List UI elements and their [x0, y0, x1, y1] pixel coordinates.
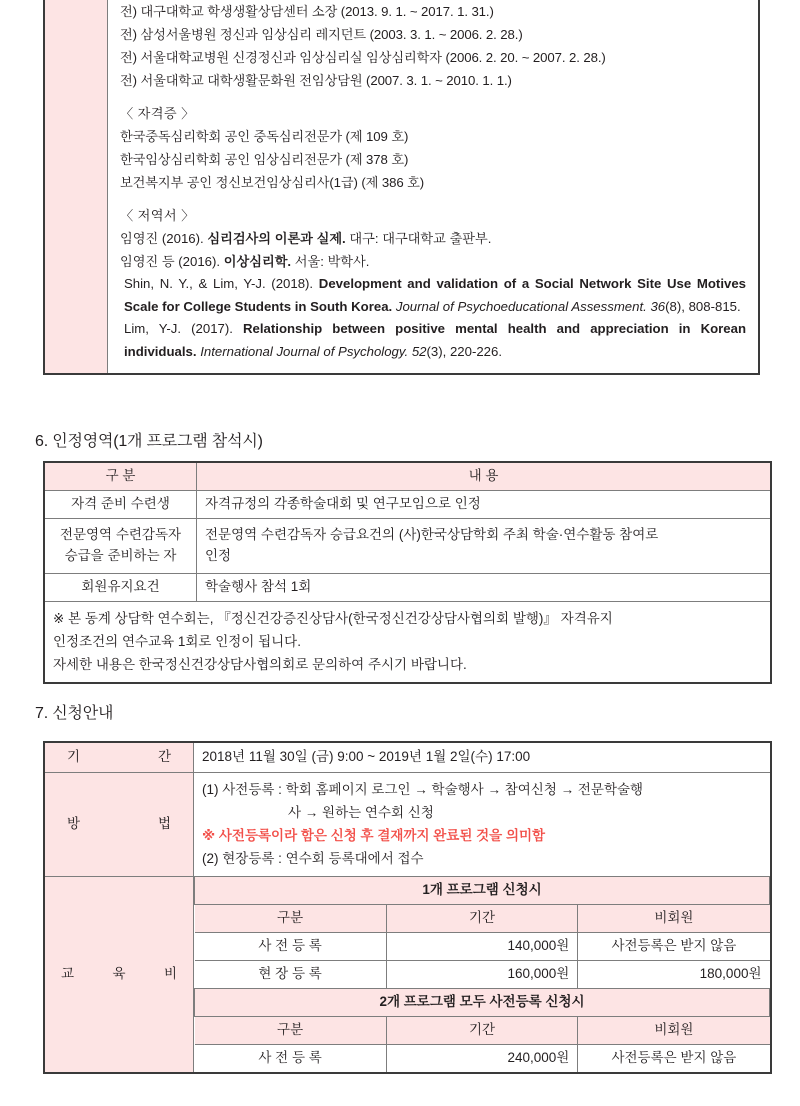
pub-pages: (8), 808-815.	[665, 298, 741, 314]
career-line: 전) 삼성서울병원 정신과 임상심리 레지던트 (2003. 3. 1. ~ 2006. 2. 28.)	[120, 27, 523, 42]
license-line: 한국중독심리학회 공인 중독심리전문가 (제 109 호)	[120, 129, 409, 144]
publication-en	[120, 273, 746, 318]
fee-data-row	[195, 1045, 770, 1073]
pub-author: 임영진 (2016).	[120, 231, 208, 246]
pub-title: 심리검사의 이론과 실제.	[207, 231, 346, 246]
fee-banner-row	[195, 989, 770, 1017]
table-note-row	[44, 602, 771, 684]
period-label-a: 기	[67, 749, 81, 765]
publication-ko	[120, 227, 746, 250]
fee-header-gubun: 구분	[195, 905, 387, 933]
pub-author: 임영진 등 (2016).	[120, 254, 224, 269]
row-label-line2: 승급을 준비하는 자	[64, 548, 177, 563]
fee-type: 현 장 등 록	[195, 961, 387, 989]
row-content: 자격규정의 각종학술대회 및 연구모임으로 인정	[197, 491, 772, 519]
pub-journal: International Journal of Psychology. 52	[200, 343, 427, 359]
table-row	[44, 491, 771, 519]
spacer	[120, 194, 746, 204]
fee-nonmember-price: 사전등록은 받지 않음	[578, 933, 770, 961]
pub-rest: 대구: 대구대학교 출판부.	[345, 231, 492, 246]
fee-header-nonmember: 비회원	[578, 1017, 770, 1045]
method-line: 사 → 원하는 연수회 신청	[288, 805, 434, 820]
fee-label-b: 육	[112, 966, 126, 982]
method-label-a: 방	[67, 816, 81, 832]
license-line: 보건복지부 공인 정신보건임상심리사(1급) (제 386 호)	[120, 175, 425, 190]
fee-type: 사 전 등 록	[195, 1045, 387, 1073]
pub-authors: Shin, N. Y., & Lim, Y-J. (2018).	[124, 276, 319, 291]
publication-en	[120, 318, 746, 363]
publication-ko	[120, 250, 746, 273]
fee-data-row	[195, 961, 770, 989]
fee-header-gigan: 기간	[386, 905, 578, 933]
fee-row	[44, 877, 771, 1074]
license-heading: 〈 자격증 〉	[120, 106, 195, 121]
fee-label-c: 비	[163, 966, 177, 982]
cv-continuation-table	[43, 0, 760, 375]
method-row	[44, 773, 771, 877]
fee-label-a: 교	[61, 966, 75, 982]
method-line: (1) 사전등록 : 학회 홈페이지 로그인 → 학술행사 → 참여신청 → 전문학술행	[202, 782, 644, 797]
period-label	[44, 742, 194, 773]
note-line: 자세한 내용은 한국정신건강상담사협의회로 문의하여 주시기 바랍니다.	[53, 657, 467, 672]
recognition-note	[44, 602, 771, 684]
spacer	[120, 92, 746, 102]
method-line: (2) 현장등록 : 연수회 등록대에서 접수	[202, 851, 424, 866]
fee-header-nonmember: 비회원	[578, 905, 770, 933]
pub-title: 이상심리학.	[223, 254, 292, 269]
header-naeyong: 내 용	[197, 462, 772, 491]
career-line: 전) 대구대학교 학생생활상담센터 소장 (2013. 9. 1. ~ 2017. 1. 31.)	[120, 4, 494, 19]
fee-nonmember-price: 사전등록은 받지 않음	[578, 1045, 770, 1073]
pub-rest: 서울: 박학사.	[291, 254, 370, 269]
note-line: ※ 본 동계 상담학 연수회는, 『정신건강증진상담사(한국정신건강상담사협의회 발행)』 자격유지	[53, 611, 613, 626]
fee-banner: 2개 프로그램 모두 사전등록 신청시	[195, 989, 770, 1017]
pub-journal: Journal of Psychoeducational Assessment. 36	[395, 298, 666, 314]
fee-period-price: 160,000원	[386, 961, 578, 989]
table-row	[44, 574, 771, 602]
row-content: 학술행사 참석 1회	[197, 574, 772, 602]
recognition-area-table	[43, 461, 772, 684]
table-header-row	[44, 462, 771, 491]
pub-title: Development and validation of a Social Network Site Use Motives Scale for College Students in South Korea.	[124, 276, 746, 314]
pub-title: Relationship between positive mental health and appreciation in Korean individuals.	[124, 321, 746, 359]
method-warning: ※ 사전등록이라 함은 신청 후 결재까지 완료된 것을 의미함	[202, 828, 546, 843]
period-label-b: 간	[157, 749, 171, 765]
cv-left-empty-cell	[44, 0, 108, 374]
row-content-line1: 전문영역 수련감독자 승급요건의 (사)한국상담학회 주최 학술·연수활동 참여로	[205, 527, 659, 543]
fee-tables-cell	[194, 877, 772, 1074]
fee-header-row	[195, 1017, 770, 1045]
row-content	[197, 519, 772, 574]
period-row	[44, 742, 771, 773]
fee-data-row	[195, 933, 770, 961]
row-label	[44, 519, 197, 574]
application-info-table	[43, 741, 772, 1074]
fee-header-gigan: 기간	[386, 1017, 578, 1045]
note-line: 인정조건의 연수교육 1회로 인정이 됩니다.	[53, 634, 301, 649]
fee-period-price: 240,000원	[386, 1045, 578, 1073]
fee-table-1-program	[194, 877, 770, 1072]
row-content-line2: 인정	[205, 548, 232, 563]
fee-banner-row	[195, 877, 770, 905]
header-gubun: 구 분	[44, 462, 197, 491]
fee-label	[44, 877, 194, 1074]
row-label: 자격 준비 수련생	[44, 491, 197, 519]
fee-period-price: 140,000원	[386, 933, 578, 961]
method-value	[194, 773, 772, 877]
license-line: 한국임상심리학회 공인 임상심리전문가 (제 378 호)	[120, 152, 409, 167]
table-row	[44, 519, 771, 574]
section-7-heading: 7. 신청안내	[35, 705, 114, 722]
section-6-heading: 6. 인정영역(1개 프로그램 참석시)	[35, 433, 263, 450]
method-label	[44, 773, 194, 877]
pub-pages: (3), 220-226.	[426, 343, 503, 359]
fee-nonmember-price: 180,000원	[578, 961, 770, 989]
method-label-b: 법	[157, 816, 171, 832]
row-label-line1: 전문영역 수련감독자	[59, 527, 182, 543]
cv-content-cell	[108, 0, 760, 374]
fee-header-row	[195, 905, 770, 933]
fee-type: 사 전 등 록	[195, 933, 387, 961]
row-label: 회원유지요건	[44, 574, 197, 602]
publication-heading: 〈 저역서 〉	[120, 208, 195, 223]
fee-banner: 1개 프로그램 신청시	[195, 877, 770, 905]
pub-authors: Lim, Y-J. (2017).	[124, 321, 244, 336]
career-line: 전) 서울대학교병원 신경정신과 임상심리실 임상심리학자 (2006. 2. 20. ~ 2007. 2. 28.)	[120, 50, 606, 65]
period-value: 2018년 11월 30일 (금) 9:00 ~ 2019년 1월 2일(수) 17:00	[194, 742, 772, 773]
career-line: 전) 서울대학교 대학생활문화원 전임상담원 (2007. 3. 1. ~ 2010. 1. 1.)	[120, 73, 512, 88]
fee-header-gubun: 구분	[195, 1017, 387, 1045]
